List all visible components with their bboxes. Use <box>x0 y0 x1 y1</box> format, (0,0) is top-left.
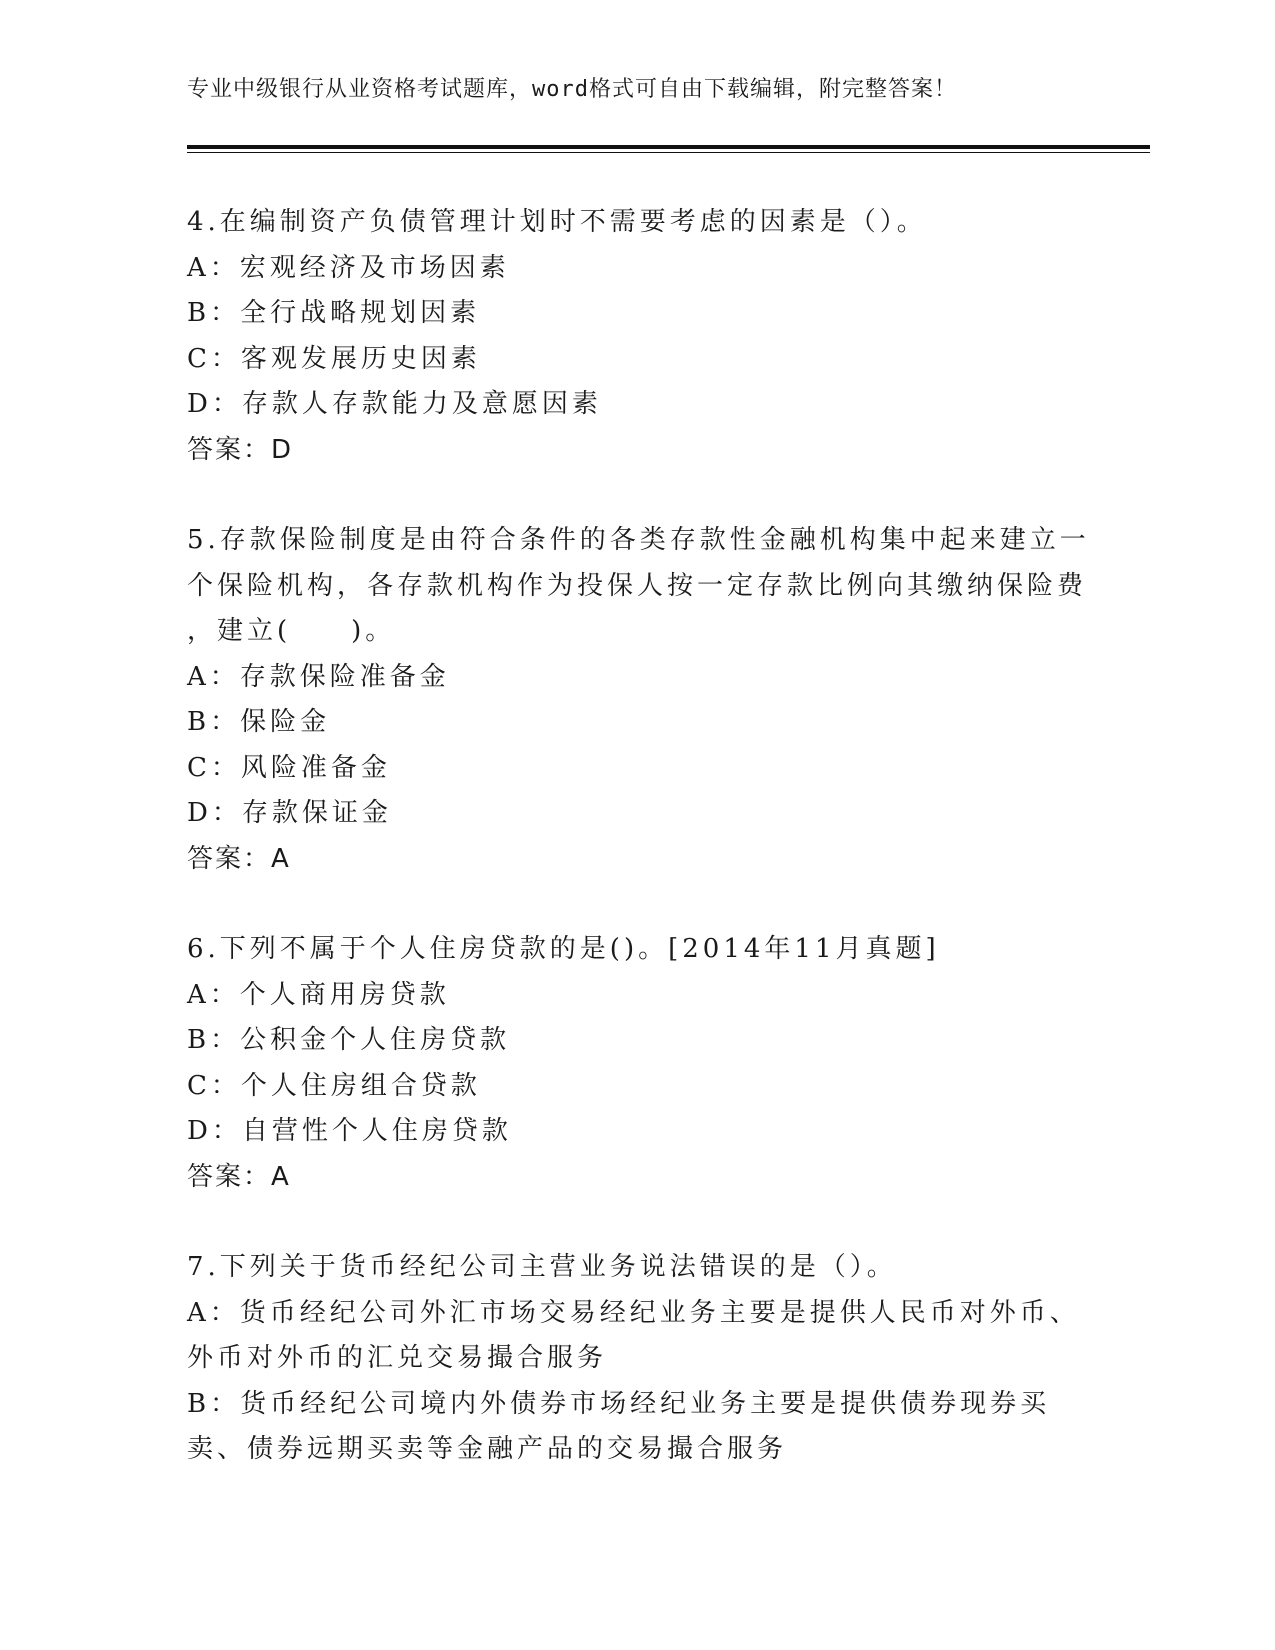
question-4 <box>187 200 1087 473</box>
answer: 答案：D <box>187 434 294 465</box>
option-b: B：公积金个人住房贷款 <box>187 1025 511 1055</box>
option-c: C：风险准备金 <box>187 752 391 783</box>
question-stem: 4.在编制资产负债管理计划时不需要考虑的因素是（）。 <box>187 207 927 237</box>
answer: 答案：A <box>187 843 291 874</box>
option-b: B：货币经纪公司境内外债券市场经纪业务主要是提供债券现券买卖、债券远期买卖等金融产品的交易撮合服务 <box>187 1388 1051 1464</box>
question-stem-line-2: 个保险机构，各存款机构作为投保人按一定存款比例向其缴纳保险费 <box>187 570 1088 601</box>
option-a: A：个人商用房贷款 <box>187 979 450 1010</box>
option-d: D：自营性个人住房贷款 <box>187 1116 512 1146</box>
question-6 <box>187 927 1087 1200</box>
question-7 <box>187 1245 1087 1473</box>
question-list <box>187 200 1090 1518</box>
option-c: C：个人住房组合贷款 <box>187 1070 481 1101</box>
option-a: A：宏观经济及市场因素 <box>187 252 510 283</box>
question-stem: 7.下列关于货币经纪公司主营业务说法错误的是（）。 <box>187 1252 897 1282</box>
option-a: A：存款保险准备金 <box>187 661 450 692</box>
option-b: B：全行战略规划因素 <box>187 298 481 328</box>
answer: 答案：A <box>187 1161 291 1192</box>
question-stem: 6.下列不属于个人住房贷款的是()。[2014年11月真题] <box>187 934 940 964</box>
option-c: C：客观发展历史因素 <box>187 343 481 374</box>
option-d: D：存款保证金 <box>187 798 392 828</box>
option-d: D：存款人存款能力及意愿因素 <box>187 389 602 419</box>
page-header: 专业中级银行从业资格考试题库，word格式可自由下载编辑，附完整答案！ <box>187 77 957 102</box>
question-5 <box>187 518 1090 882</box>
option-b: B：保险金 <box>187 707 331 737</box>
option-a: A：货币经纪公司外汇市场交易经纪业务主要是提供人民币对外币、外币对外币的汇兑交易撮合服务 <box>187 1297 1080 1373</box>
question-stem-line-3: ，建立( )。 <box>187 616 396 646</box>
question-stem-line-1: 5.存款保险制度是由符合条件的各类存款性金融机构集中起来建立一 <box>187 525 1090 555</box>
header-divider <box>187 145 1150 149</box>
